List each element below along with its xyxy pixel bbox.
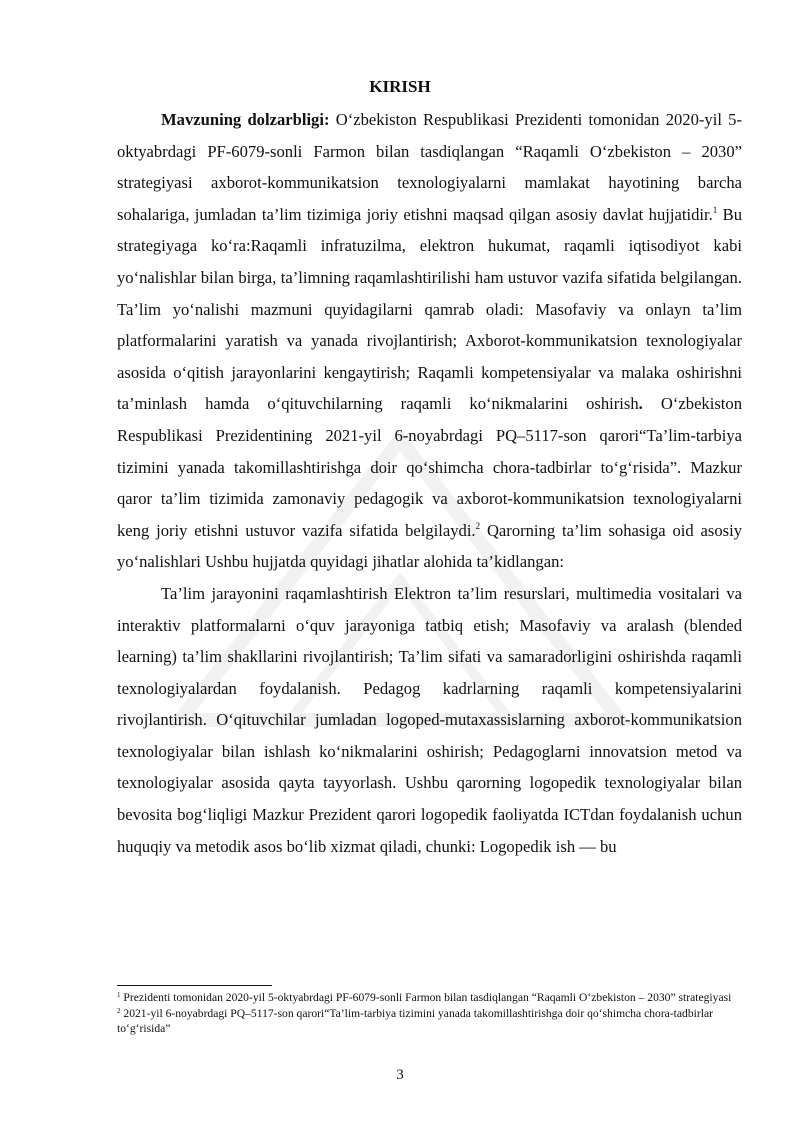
paragraph-digitalization: Ta’lim jarayonini raqamlashtirish Elektron ta’lim resurslari, multimedia vositalari va interaktiv platformalarni o‘quv jarayoniga tatbiq etish; Masofaviy va aralash (blended learning) ta’lim shakllarini rivojlantirish; Ta’lim sifati va samaradorligini oshirishda raqamli texnologiyalardan foydalanish. Pedagog kadrlarning raqamli kompetensiyalarini rivojlantirish. O‘qituvchilar jumladan logoped-mutaxassislarning axborot-kommunikatsion texnologiyalar bilan ishlash ko‘nikmalarini oshirish; Pedagoglarni innovatsion metod va texnologiyalar asosida qayta tayyorlash. Ushbu qarorning logopedik texnologiyalar bilan bevosita bog‘liqligi Mazkur Prezident qarori logopedik faoliyatda ICTdan foydalanish uchun huquqiy va metodik asos bo‘lib xizmat qiladi, chunki: Logopedik ish — bu	[117, 583, 742, 856]
footnote-separator	[117, 985, 272, 986]
paragraph-text: Bu strategiyaga ko‘ra:Raqamli infratuzilma, elektron hukumat, raqamli iqtisodiyot kabi yo‘nalishlar bilan birga, ta’limning raqamlashtirilishi ham ustuvor vazifa sifatida belgilangan. Ta’lim yo‘nalishi mazmuni quyidagilarni qamrab oladi: Masofaviy va onlayn ta’lim platformalarini yaratish va yanada rivojlantirish; Axborot-kommunikatsion texnologiyalar asosida o‘qitish jarayonlarini kengaytirish; Raqamli kompetensiyalar va malaka oshirishni ta’minlash hamda o‘qituvchilarning raqamli ko‘nikmalarini oshirish	[117, 204, 742, 414]
footnote-mark: 1	[117, 991, 121, 999]
paragraph-text: Qarorning ta’lim sohasiga oid asosiy yo‘nalishlari Ushbu hujjatda quyidagi jihatlar alohida ta’kidlangan:	[117, 520, 742, 572]
footnote-1	[117, 990, 742, 1006]
footnote-text: 2021-yil 6-noyabrdagi PQ–5117-son qarori“Ta’lim-tarbiya tizimini yanada takomillashtirishga doir qo‘shimcha chora-tadbirlar to‘g‘risida”	[117, 1006, 713, 1035]
paragraph-text: O‘zbekiston Respublikasi Prezidentining 2021-yil 6-noyabrdagi PQ–5117-son qarori“Ta’lim-tarbiya tizimini yanada takomillashtirishga doir qo‘shimcha chora-tadbirlar to‘g‘risida”. Mazkur qaror ta’lim tizimida zamonaviy pedagogik va axborot-kommunikatsion texnologiyalarni keng joriy etishni ustuvor vazifa sifatida belgilaydi.	[117, 394, 742, 540]
paragraph-text: O‘zbekiston Respublikasi Prezidenti tomonidan 2020-yil 5-oktyabrdagi PF-6079-sonli Farmon bilan tasdiqlangan “Raqamli O‘zbekiston – 2030” strategiyasi axborot-kommunikatsion texnologiyalarni mamlakat hayotining barcha sohalariga, jumladan ta’lim tizimiga joriy etishni maqsad qilgan asosiy davlat hujjatidir.	[117, 110, 742, 224]
paragraph-relevance	[117, 104, 742, 578]
footnote-ref-1[interactable]: 1	[712, 204, 718, 215]
relevance-lead: Mavzuning dolzarbligi:	[161, 110, 330, 129]
footnote-2	[117, 1006, 742, 1037]
footnote-mark: 2	[117, 1006, 121, 1015]
page-number: 3	[396, 1067, 404, 1083]
footnote-ref-2[interactable]: 2	[475, 520, 481, 531]
paragraph-text: .	[638, 394, 643, 414]
footnotes	[117, 990, 742, 1037]
footnote-text: Prezidenti tomonidan 2020-yil 5-oktyabrdagi PF-6079-sonli Farmon bilan tasdiqlangan “Raqamli O‘zbekiston – 2030” strategiyasi	[120, 991, 732, 1004]
page-title: KIRISH	[369, 77, 431, 96]
body-text	[117, 104, 742, 862]
